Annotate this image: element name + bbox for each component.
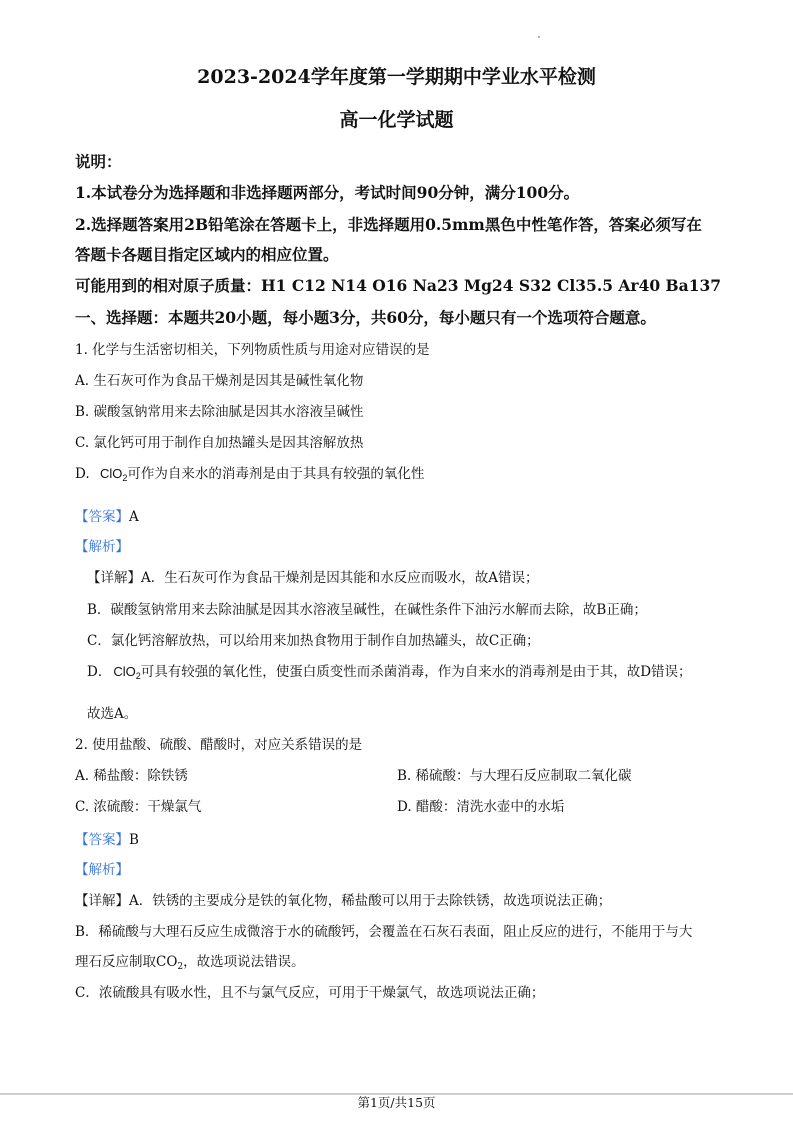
detail-d-text: 可具有较强的氧化性，使蛋白质变性而杀菌消毒，作为自来水的消毒剂是由于其，故D错误； [140, 664, 692, 680]
question-2-detail-c: C．浓硫酸具有吸水性，且不与氯气反应，可用于干燥氯气，故选项说法正确； [75, 985, 545, 1001]
question-2-detail-b: B．稀硫酸与大理石反应生成微溶于水的硫酸钙，会覆盖在石灰石表面，阻止反应的进行，不能用于与大 [75, 924, 693, 940]
question-2-detail-b-cont [75, 950, 305, 972]
clo2-formula-sub: 2 [135, 671, 141, 681]
detail-tag: 【详解】 [75, 893, 129, 909]
question-1-answer [75, 505, 139, 525]
scan-dot [538, 36, 540, 38]
page-number: 第1页/共15页 [357, 1095, 436, 1110]
detail-tag: 【详解】 [87, 570, 141, 586]
clo2-formula [100, 466, 127, 481]
exam-subtitle: 高一化学试题 [339, 109, 454, 131]
question-1-option-a: A. 生石灰可作为食品干燥剂是因其是碱性氧化物 [75, 373, 364, 389]
co2-sub: 2 [177, 962, 184, 972]
exam-title: 2023-2024学年度第一学期期中学业水平检测 [197, 66, 596, 88]
question-1-analysis-tag: 【解析】 [75, 539, 129, 555]
clo2-formula-base: ClO [113, 664, 136, 679]
answer-value: A [129, 509, 139, 525]
question-2-option-d: D. 醋酸：清洗水壶中的水垢 [397, 799, 565, 815]
section-heading: 一、选择题：本题共20小题，每小题3分，共60分，每小题只有一个选项符合题意。 [75, 308, 656, 327]
instruction-item-2-cont: 答题卡各题目指定区域内的相应位置。 [75, 245, 339, 264]
detail-b-prefix: 理石反应制取CO [75, 954, 178, 970]
atomic-masses: 可能用到的相对原子质量：H1 C12 N14 O16 Na23 Mg24 S32 Cl35.5 Ar40 Ba137 [75, 276, 722, 295]
question-1-detail-c: C．氯化钙溶解放热，可以给用来加热食物用于制作自加热罐头，故C正确； [87, 633, 540, 649]
question-1-option-d [75, 462, 424, 483]
clo2-formula-sub: 2 [122, 473, 128, 483]
question-2-detail-a [75, 889, 611, 909]
answer-tag: 【答案】 [75, 832, 129, 848]
question-1-option-b: B. 碳酸氢钠常用来去除油腻是因其水溶液呈碱性 [75, 404, 364, 420]
question-1-detail-a [87, 566, 539, 586]
question-1-detail-d [87, 660, 692, 681]
detail-b-suffix: ，故选项说法错误。 [183, 954, 305, 970]
question-1-conclusion: 故选A。 [87, 706, 138, 722]
instructions-heading: 说明： [75, 152, 122, 171]
detail-a-text: A．铁锈的主要成分是铁的氧化物，稀盐酸可以用于去除铁锈，故选项说法正确； [129, 893, 612, 909]
option-d-prefix: D. [75, 466, 90, 482]
detail-a-text: A．生石灰可作为食品干燥剂是因其能和水反应而吸水，故A错误； [141, 570, 539, 586]
question-2-stem: 2. 使用盐酸、硫酸、醋酸时，对应关系错误的是 [75, 737, 363, 753]
question-2-option-a: A. 稀盐酸：除铁锈 [75, 768, 188, 784]
answer-value: B [129, 832, 139, 848]
question-2-answer [75, 828, 139, 848]
question-2-option-b: B. 稀硫酸：与大理石反应制取二氧化碳 [397, 768, 632, 784]
question-2-option-c: C. 浓硫酸：干燥氯气 [75, 799, 202, 815]
question-1-detail-b: B．碳酸氢钠常用来去除油腻是因其水溶液呈碱性，在碱性条件下油污水解而去除，故B正确； [87, 602, 647, 618]
answer-tag: 【答案】 [75, 509, 129, 525]
question-1-option-c: C. 氯化钙可用于制作自加热罐头是因其溶解放热 [75, 435, 364, 451]
question-1-stem: 1. 化学与生活密切相关，下列物质性质与用途对应错误的是 [75, 342, 430, 358]
instruction-item-1: 1.本试卷分为选择题和非选择题两部分，考试时间90分钟，满分100分。 [75, 183, 580, 202]
question-2-analysis-tag: 【解析】 [75, 862, 129, 878]
clo2-formula-base: ClO [99, 466, 123, 481]
detail-d-prefix: D． [87, 664, 112, 680]
option-d-text: 可作为自来水的消毒剂是由于其具有较强的氧化性 [127, 466, 425, 482]
instruction-item-2: 2.选择题答案用2B铅笔涂在答题卡上，非选择题用0.5mm黑色中性笔作答，答案必须写在 [75, 215, 702, 234]
clo2-formula [113, 664, 140, 679]
